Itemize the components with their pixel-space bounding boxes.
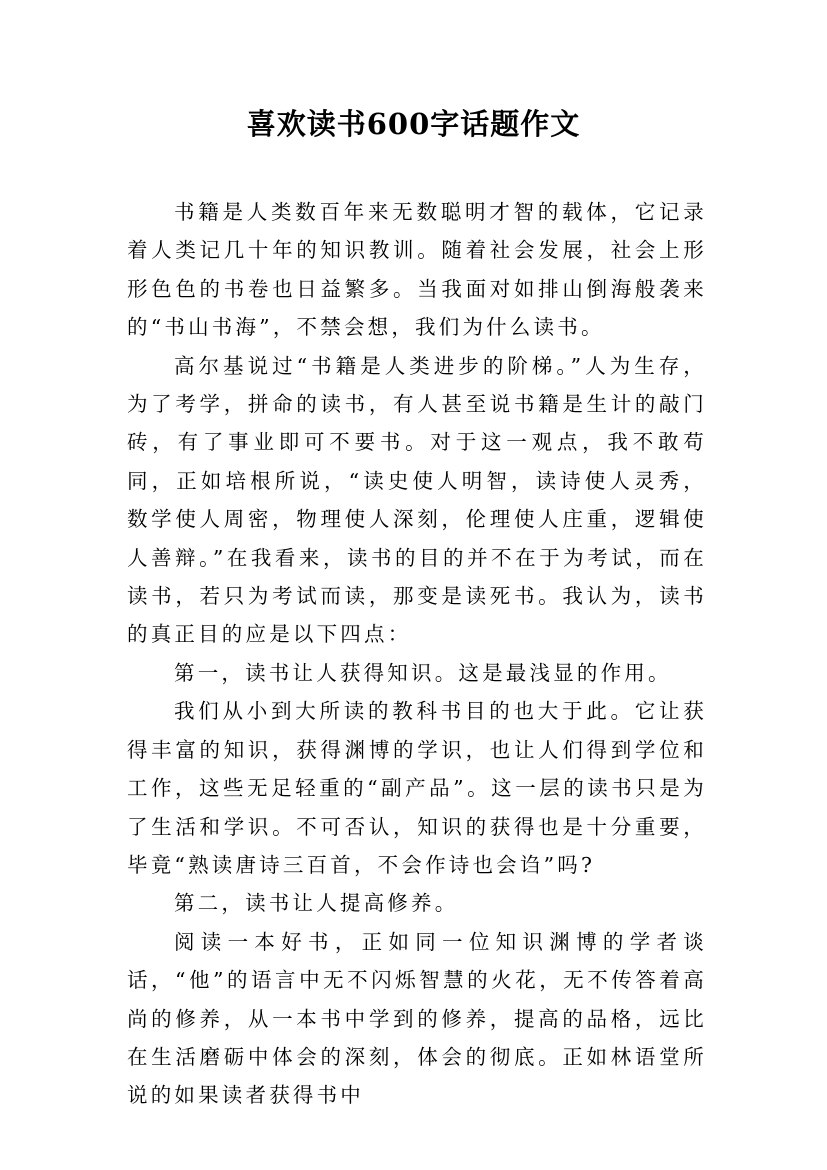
paragraph: 第二，读书让人提高修养。 <box>174 891 459 916</box>
paragraph: 高尔基说过“书籍是人类进步的阶梯。”人为生存，为了考学，拼命的读书，有人甚至说书籍是生计的敲门砖，有了事业即可不要书。对于这一观点，我不敢苟同，正如培根所说，“读史使人明智，读诗使人灵秀，数学使人周密，物理使人深刻，伦理使人庄重，逻辑使人善辩。”在我看来，读书的目的并不在于为考试，而在读书，若只为考试而读，那变是读死书。我认为，读书的真正目的应是以下四点： <box>127 353 707 647</box>
paragraph: 阅读一本好书，正如同一位知识渊博的学者谈话，“他”的语言中无不闪烁智慧的火花，无不传答着高尚的修养，从一本书中学到的修养，提高的品格，远比在生活磨砺中体会的深刻，体会的彻底。正如林语堂所说的如果读者获得书中 <box>127 929 707 1108</box>
paragraph: 第一，读书让人获得知识。这是最浅显的作用。 <box>174 660 672 685</box>
paragraph: 我们从小到大所读的教科书目的也大于此。它让获得丰富的知识，获得渊博的学识，也让人们得到学位和工作，这些无足轻重的“副产品”。这一层的读书只是为了生活和学识。不可否认，知识的获得也是十分重要，毕竟“熟读唐诗三百首，不会作诗也会诌”吗? <box>127 699 707 877</box>
document-body <box>127 193 707 1115</box>
document-title: 喜欢读书600字话题作文 <box>246 107 581 141</box>
paragraph: 书籍是人类数百年来无数聪明才智的载体，它记录着人类记几十年的知识教训。随着社会发展，社会上形形色色的书卷也日益繁多。当我面对如排山倒海般袭来的“书山书海”，不禁会想，我们为什么读书。 <box>127 200 707 340</box>
